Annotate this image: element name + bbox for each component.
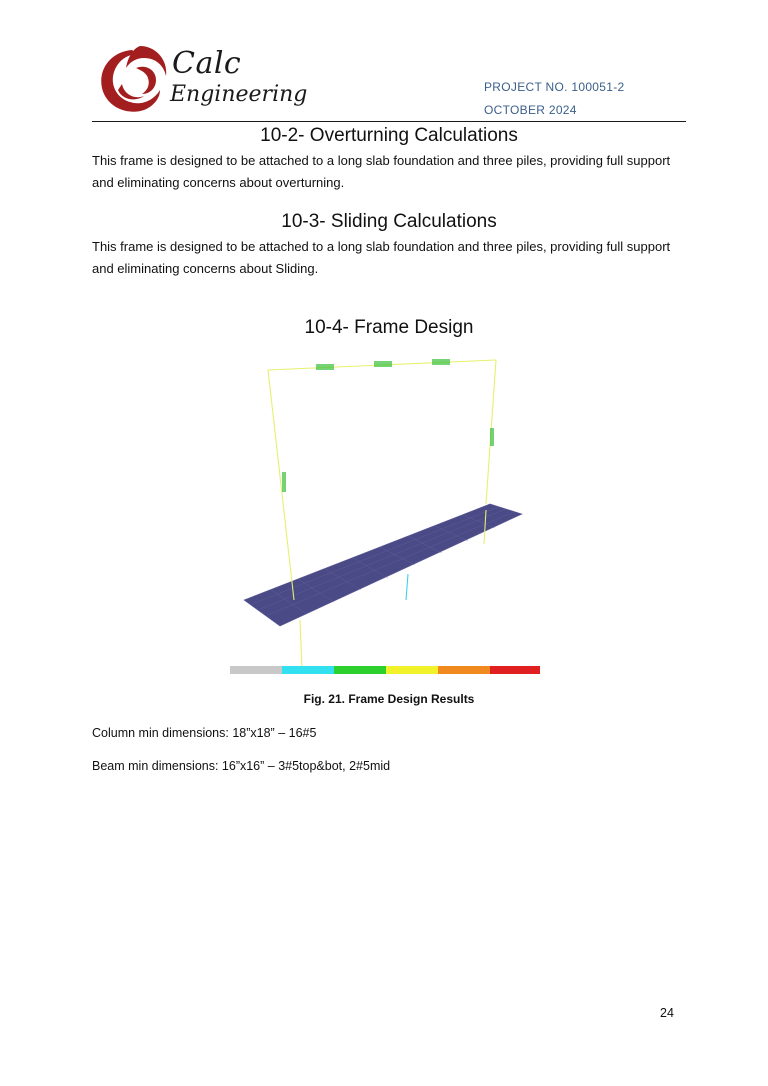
logo-text-calc: Calc [172, 46, 242, 81]
logo-text-engineering: Engineering [170, 82, 308, 107]
member-labels [282, 359, 494, 492]
results-legend [230, 666, 540, 674]
beam-dimensions: Beam min dimensions: 16”x16” – 3#5top&bot, 2#5mid [92, 759, 391, 773]
frame-design-figure [220, 352, 550, 682]
project-number: PROJECT NO. 100051-2 [484, 80, 625, 94]
section-heading-frame-design: 10-4- Frame Design [304, 317, 474, 338]
figure-caption: Fig. 21. Frame Design Results [303, 692, 475, 706]
section-text-overturning: This frame is designed to be attached to a long slab foundation and three piles, providing full support and eliminating concerns about overturning. [92, 153, 671, 190]
column-dimensions: Column min dimensions: 18”x18” – 16#5 [92, 726, 317, 740]
logo-swirl-mark [101, 46, 166, 112]
header-divider [92, 121, 686, 122]
section-heading-sliding: 10-3- Sliding Calculations [281, 211, 497, 232]
project-date: OCTOBER 2024 [484, 103, 577, 117]
section-heading-overturning: 10-2- Overturning Calculations [260, 125, 518, 146]
page-number: 24 [660, 1006, 674, 1020]
middle-pile [406, 574, 408, 600]
section-text-sliding: This frame is designed to be attached to a long slab foundation and three piles, providing full support and eliminating concerns about Sliding. [92, 239, 671, 276]
left-column [268, 370, 294, 600]
left-pile [300, 620, 302, 670]
